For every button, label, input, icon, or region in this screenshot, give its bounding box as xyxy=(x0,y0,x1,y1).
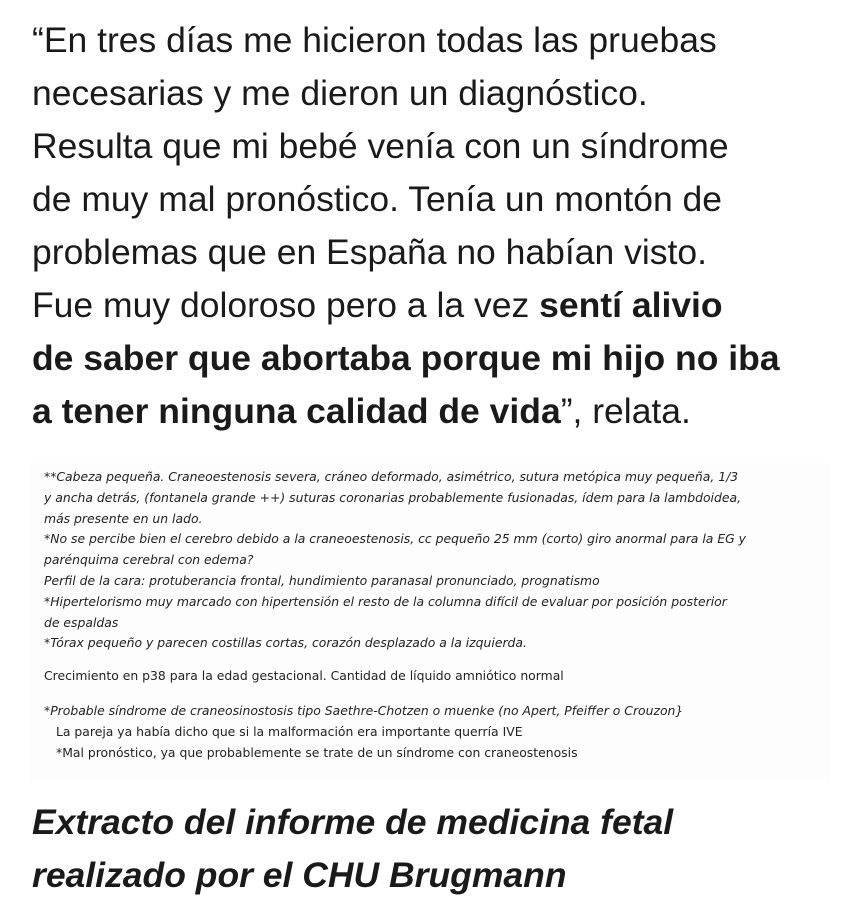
report-line-5: parénquima cerebral con edema? xyxy=(44,552,254,568)
report-line-1: **Cabeza pequeña. Craneoestenosis severa, cráneo deformado, asimétrico, sutura metópica muy pequeña, 1/3 xyxy=(44,469,739,484)
report-line-6: Perfil de la cara: protuberancia frontal, hundimiento paranasal pronunciado, prognatismo xyxy=(44,572,600,588)
quote-line-7-bold: de saber que abortaba porque mi hijo no iba xyxy=(32,338,780,378)
quote-line-8-bold: a tener ninguna calidad de vida xyxy=(32,391,561,431)
quote-line-7 xyxy=(32,332,842,385)
report-line-13: *Mal pronóstico, ya que probablemente se trate de un síndrome con craneostenosis xyxy=(56,744,578,760)
report-line-7: *Hipertelorismo muy marcado con hipertensión el resto de la columna difícil de evaluar por posición posterior xyxy=(44,593,727,609)
report-line-11: *Probable síndrome de craneosinostosis tipo Saethre-Chotzen o muenke (no Apert, Pfeiffer o Crouzon} xyxy=(44,702,684,718)
report-line-3: más presente en un lado. xyxy=(44,510,203,526)
report-line-12: La pareja ya había dicho que si la malformación era importante querría IVE xyxy=(56,723,523,739)
article-quote xyxy=(32,14,842,438)
medical-report-excerpt-image xyxy=(30,463,830,781)
quote-line-8 xyxy=(32,385,842,438)
quote-line-8-normal: ”, relata. xyxy=(560,391,691,431)
report-line-9: *Tórax pequeño y parecen costillas cortas, corazón desplazado a la izquierda. xyxy=(44,635,527,651)
caption-line-1: Extracto del informe de medicina fetal xyxy=(32,802,674,842)
quote-line-6-bold: sentí alivio xyxy=(539,285,723,325)
quote-line-4: de muy mal pronóstico. Tenía un montón de xyxy=(32,179,723,219)
caption-line-2: realizado por el CHU Brugmann xyxy=(32,855,567,895)
image-caption xyxy=(32,796,842,902)
quote-line-6-normal: Fue muy doloroso pero a la vez xyxy=(32,285,540,325)
quote-line-6 xyxy=(32,279,842,332)
report-line-10: Crecimiento en p38 para la edad gestacional. Cantidad de líquido amniótico normal xyxy=(44,668,564,684)
quote-line-2: necesarias y me dieron un diagnóstico. xyxy=(32,73,648,113)
report-line-4: *No se percibe bien el cerebro debido a la craneoestenosis, cc pequeño 25 mm (corto) giro anormal para la EG y xyxy=(44,531,747,547)
quote-line-5: problemas que en España no habían visto. xyxy=(32,232,707,272)
report-line-2: y ancha detrás, (fontanela grande ++) suturas coronarias probablemente fusionadas, ídem para la lambdoidea, xyxy=(44,489,742,505)
quote-line-1: “En tres días me hicieron todas las pruebas xyxy=(32,20,717,60)
report-line-8: de espaldas xyxy=(44,614,119,630)
quote-line-3: Resulta que mi bebé venía con un síndrome xyxy=(32,126,729,166)
